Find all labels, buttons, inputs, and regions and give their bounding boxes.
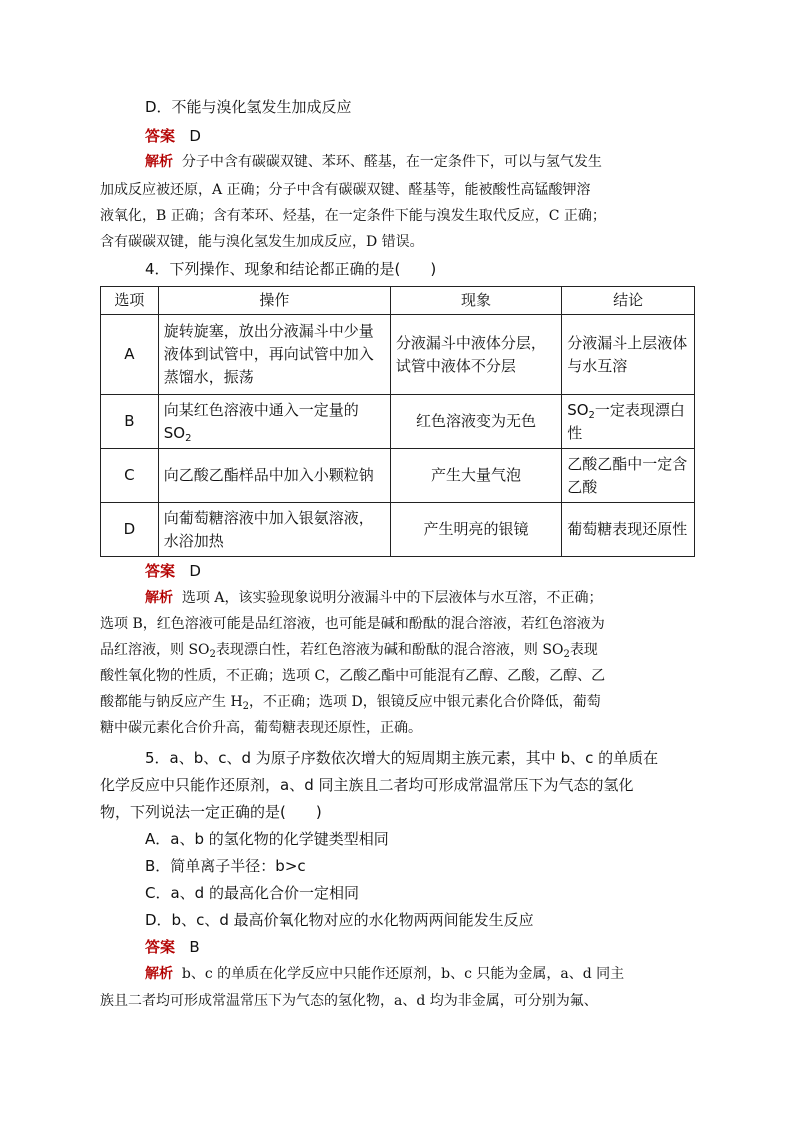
row-operation xyxy=(158,395,390,449)
table-row xyxy=(101,315,695,395)
q4-analysis-line-6: 糖中碳元素化合价升高，葡萄糖表现还原性，正确。 xyxy=(100,720,422,736)
analysis-text: 表现 xyxy=(569,642,598,658)
row-phenomenon: 红色溶液变为无色 xyxy=(390,395,561,449)
analysis-label: 解析 xyxy=(145,154,173,170)
q5-analysis-line-1 xyxy=(145,964,696,984)
answer-label: 答案 xyxy=(145,938,176,956)
q4-stem: 4．下列操作、现象和结论都正确的是( ) xyxy=(145,260,437,278)
q5-stem-line-2: 化学反应中只能作还原剂，a、d 同主族且二者均可形成常温常压下为气态的氢化 xyxy=(100,776,634,794)
analysis-label: 解析 xyxy=(145,590,173,606)
analysis-text: 品红溶液，则 SO xyxy=(100,642,210,658)
table-row xyxy=(101,449,695,503)
header-conclusion: 结论 xyxy=(562,287,695,315)
subscript: 2 xyxy=(209,649,216,660)
row-operation: 旋转旋塞，放出分液漏斗中少量液体到试管中，再向试管中加入蒸馏水，振荡 xyxy=(158,315,390,395)
analysis-text: b、c 的单质在化学反应中只能作还原剂，b、c 只能为金属，a、d 同主 xyxy=(181,966,625,982)
q5-option-c: C．a、d 的最高化合价一定相同 xyxy=(145,884,359,902)
row-option: B xyxy=(101,395,159,449)
table-row xyxy=(101,503,695,557)
row-phenomenon: 产生明亮的银镜 xyxy=(390,503,561,557)
row-operation: 向乙酸乙酯样品中加入小颗粒钠 xyxy=(158,449,390,503)
q3-option-d: D．不能与溴化氢发生加成反应 xyxy=(145,98,352,116)
row-conclusion: 乙酸乙酯中一定含乙酸 xyxy=(562,449,695,503)
q5-analysis-line-2: 族且二者均可形成常温常压下为气态的氢化物，a、d 均为非金属，可分别为氟、 xyxy=(100,993,598,1009)
row-conclusion-post: 一定表现漂白性 xyxy=(567,400,685,442)
subscript: 2 xyxy=(185,432,192,444)
q4-analysis-line-5 xyxy=(100,692,696,712)
q4-answer-line xyxy=(145,561,696,581)
row-phenomenon: 产生大量气泡 xyxy=(390,449,561,503)
row-conclusion xyxy=(562,395,695,449)
q5-stem-line-1: 5．a、b、c、d 为原子序数依次增大的短周期主族元素，其中 b、c 的单质在 xyxy=(145,749,659,767)
subscript: 2 xyxy=(563,649,570,660)
row-operation: 向葡萄糖溶液中加入银氨溶液，水浴加热 xyxy=(158,503,390,557)
q4-analysis-line-1 xyxy=(145,588,696,608)
row-conclusion: 分液漏斗上层液体与水互溶 xyxy=(562,315,695,395)
row-conclusion: 葡萄糖表现还原性 xyxy=(562,503,695,557)
table-row xyxy=(101,395,695,449)
q3-analysis-line-2: 加成反应被还原，A 正确；分子中含有碳碳双键、醛基等，能被酸性高锰酸钾溶 xyxy=(100,182,591,198)
q3-analysis-line-3: 液氧化，B 正确；含有苯环、烃基，在一定条件下能与溴发生取代反应，C 正确； xyxy=(100,208,606,224)
q4-table xyxy=(100,286,695,557)
table-header-row xyxy=(101,287,695,315)
answer-value: D xyxy=(189,127,201,145)
q4-analysis-line-2: 选项 B，红色溶液可能是品红溶液，也可能是碱和酚酞的混合溶液，若红色溶液为 xyxy=(100,616,605,632)
row-conclusion-pre: SO xyxy=(567,400,589,419)
q5-stem-line-3: 物，下列说法一定正确的是( ) xyxy=(100,803,322,821)
analysis-text: 表现漂白性，若红色溶液为碱和酚酞的混合溶液，则 SO xyxy=(215,642,564,658)
q3-analysis-line-1 xyxy=(145,152,696,172)
analysis-text: 选项 A，该实验现象说明分液漏斗中的下层液体与水互溶，不正确； xyxy=(181,590,603,606)
q5-option-b: B．简单离子半径：b>c xyxy=(145,857,306,875)
header-operation: 操作 xyxy=(158,287,390,315)
q5-option-a: A．a、b 的氢化物的化学键类型相同 xyxy=(145,830,389,848)
q5-option-d: D．b、c、d 最高价氧化物对应的水化物两两间能发生反应 xyxy=(145,911,534,929)
subscript: 2 xyxy=(588,409,595,421)
answer-value: B xyxy=(189,938,200,956)
subscript: 2 xyxy=(242,701,250,712)
row-option: D xyxy=(101,503,159,557)
row-option: C xyxy=(101,449,159,503)
row-option: A xyxy=(101,315,159,395)
q4-analysis-line-4: 酸性氧化物的性质，不正确；选项 C，乙酸乙酯中可能混有乙醇、乙酸，乙醇、乙 xyxy=(100,668,606,684)
header-phenomenon: 现象 xyxy=(390,287,561,315)
q4-analysis-line-3 xyxy=(100,640,696,660)
answer-label: 答案 xyxy=(145,562,176,580)
analysis-text: 酸都能与钠反应产生 H xyxy=(100,694,243,710)
analysis-label: 解析 xyxy=(145,966,173,982)
answer-value: D xyxy=(189,562,201,580)
analysis-text: ，不正确；选项 D，银镜反应中银元素化合价降低，葡萄 xyxy=(249,694,601,710)
answer-label: 答案 xyxy=(145,127,176,145)
q3-analysis-line-4: 含有碳碳双键，能与溴化氢发生加成反应，D 错误。 xyxy=(100,234,424,250)
analysis-text: 分子中含有碳碳双键、苯环、醛基，在一定条件下，可以与氢气发生 xyxy=(181,154,602,170)
header-option: 选项 xyxy=(101,287,159,315)
q5-answer-line xyxy=(145,937,696,957)
row-operation-text: 向某红色溶液中通入一定量的SO xyxy=(163,400,359,442)
row-phenomenon: 分液漏斗中液体分层，试管中液体不分层 xyxy=(390,315,561,395)
q3-answer-line xyxy=(145,126,696,146)
